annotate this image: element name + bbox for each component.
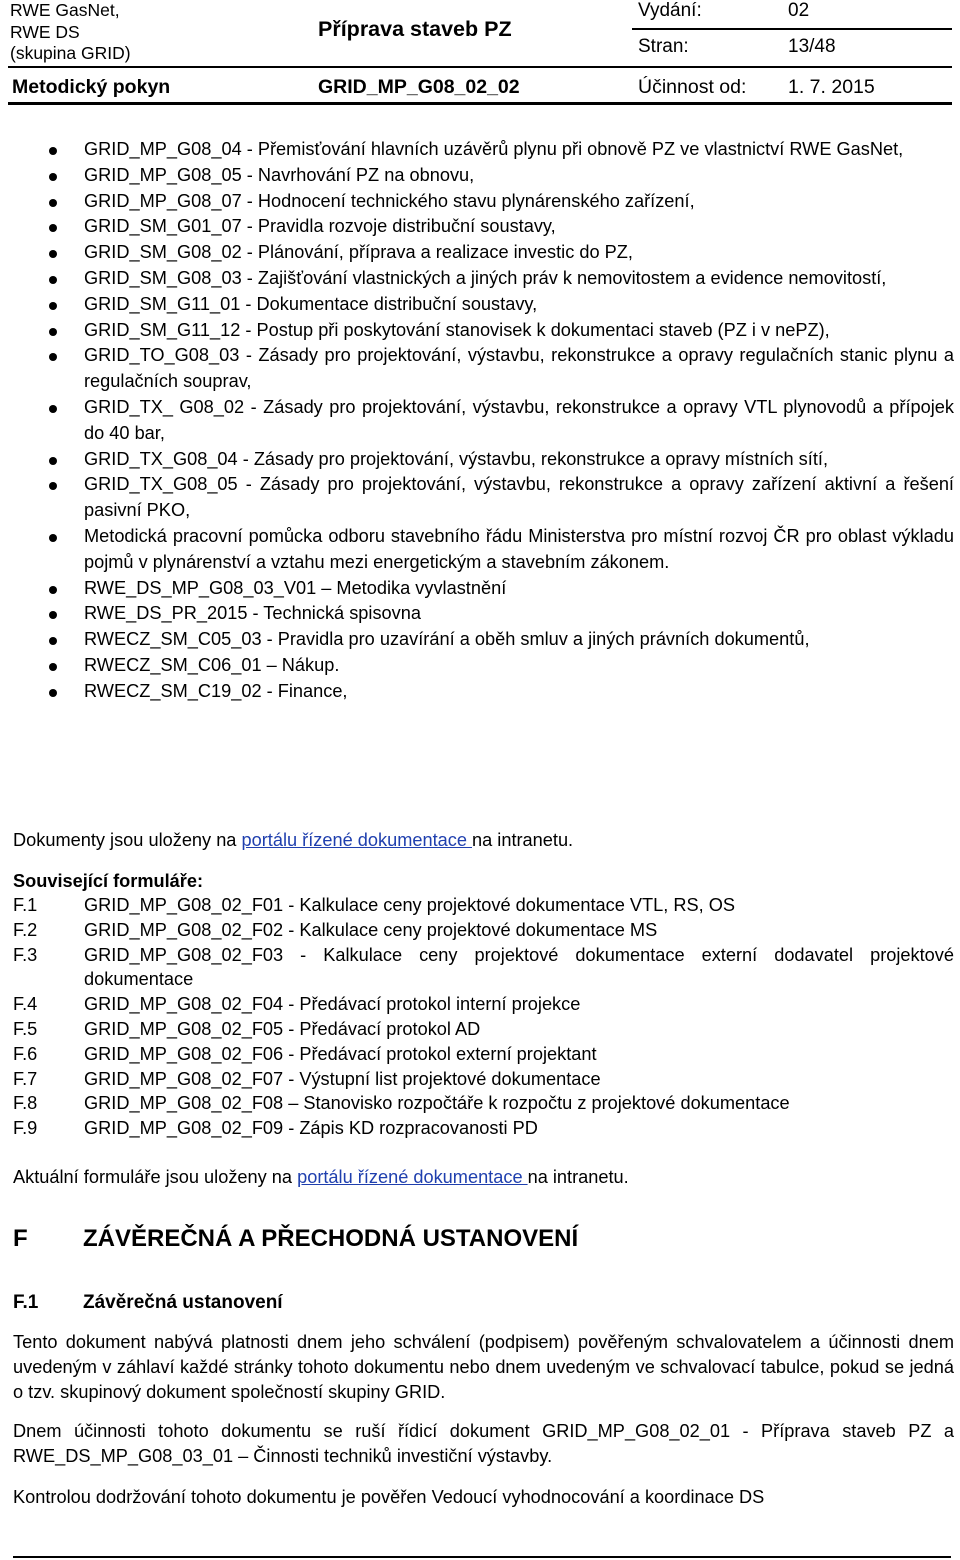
list-item <box>13 214 954 240</box>
documentation-portal-link[interactable]: portálu řízené dokumentace <box>297 1167 528 1187</box>
form-number: F.7 <box>13 1068 38 1089</box>
form-title: GRID_MP_G08_02_F05 - Předávací protokol AD <box>84 1018 481 1039</box>
list-item-text: GRID_SM_G08_02 - Plánování, příprava a realizace investic do PZ, <box>84 242 633 263</box>
bullet-icon <box>49 302 57 310</box>
list-item-text: GRID_TO_G08_03 - Zásady pro projektování, výstavbu, rekonstrukce a opravy regulačních stanic plynu a regulačních souprav, <box>84 345 954 392</box>
section-number: F <box>13 1225 28 1252</box>
form-title: GRID_MP_G08_02_F06 - Předávací protokol externí projektant <box>84 1043 597 1064</box>
form-number: F.3 <box>13 944 38 965</box>
supervision-paragraph: Kontrolou dodržování tohoto dokumentu je pověřen Vedoucí vyhodnocování a koordinace DS <box>13 1487 765 1507</box>
list-item-text: GRID_TX_G08_04 - Zásady pro projektování, výstavbu, rekonstrukce a opravy místních sítí, <box>84 448 828 469</box>
related-forms-heading: Související formuláře: <box>13 871 204 891</box>
issue-value: 02 <box>788 0 810 21</box>
list-item-text: GRID_SM_G11_12 - Postup při poskytování stanovisek k dokumentaci staveb (PZ i v nePZ), <box>84 319 830 340</box>
list-item <box>13 524 954 576</box>
note-text: na intranetu. <box>527 1167 629 1187</box>
list-item-text: GRID_SM_G08_03 - Zajišťování vlastnických a jiných práv k nemovitostem a evidence nemovitostí, <box>84 267 887 288</box>
form-row <box>13 992 954 1017</box>
list-item <box>13 395 954 447</box>
list-item-text: GRID_TX_ G08_02 - Zásady pro projektování, výstavbu, rekonstrukce a opravy VTL plynovodů a přípojek do 40 bar, <box>84 396 954 443</box>
bullet-icon <box>49 663 57 671</box>
note-text: Aktuální formuláře jsou uloženy na <box>13 1167 298 1187</box>
bullet-icon <box>49 353 57 361</box>
list-item-text: Metodická pracovní pomůcka odboru stavebního řádu Ministerstva pro místní rozvoj ČR pro oblast výkladu pojmů v plynárenství a vztahu mezi energetickým a stavebním zákonem. <box>84 525 954 572</box>
documents-note <box>13 828 954 853</box>
form-title: GRID_MP_G08_02_F07 - Výstupní list projektové dokumentace <box>84 1068 601 1089</box>
section-title: ZÁVĚREČNÁ A PŘECHODNÁ USTANOVENÍ <box>83 1225 579 1252</box>
list-item-text: GRID_MP_G08_04 - Přemisťování hlavních uzávěrů plynu při obnově PZ ve vlastnictví RWE GasNet, <box>84 139 904 159</box>
list-item-text: GRID_MP_G08_05 - Navrhování PZ na obnovu, <box>84 164 475 185</box>
bullet-icon <box>49 611 57 619</box>
list-item <box>13 627 954 653</box>
form-title: GRID_MP_G08_02_F08 – Stanovisko rozpočtáře k rozpočtu z projektové dokumentace <box>84 1093 790 1114</box>
list-item <box>13 343 954 395</box>
reference-list <box>13 137 954 705</box>
list-item <box>13 318 954 344</box>
list-item <box>13 679 954 705</box>
form-number: F.6 <box>13 1043 38 1064</box>
bullet-icon <box>49 534 57 542</box>
list-item <box>13 240 954 266</box>
form-number: F.8 <box>13 1093 38 1114</box>
page-count: 13/48 <box>788 36 836 57</box>
list-item-text: GRID_SM_G01_07 - Pravidla rozvoje distribuční soustavy, <box>84 216 556 237</box>
form-number: F.2 <box>13 919 38 940</box>
issue-label: Vydání: <box>638 0 702 21</box>
list-item <box>13 189 954 215</box>
list-item-text: GRID_SM_G11_01 - Dokumentace distribuční soustavy, <box>84 293 538 314</box>
form-title: GRID_MP_G08_02_F01 - Kalkulace ceny projektové dokumentace VTL, RS, OS <box>84 895 736 915</box>
list-item-text: RWE_DS_MP_G08_03_V01 – Metodika vyvlastnění <box>84 577 507 598</box>
list-item-text: RWE_DS_PR_2015 - Technická spisovna <box>84 603 421 624</box>
list-item <box>13 447 954 473</box>
bullet-icon <box>49 173 57 181</box>
bullet-icon <box>49 199 57 207</box>
list-item-text: RWECZ_SM_C06_01 – Nákup. <box>84 654 340 675</box>
list-item-text: GRID_MP_G08_07 - Hodnocení technického stavu plynárenského zařízení, <box>84 190 695 211</box>
list-item <box>13 292 954 318</box>
list-item <box>13 472 954 524</box>
document-title: Příprava staveb PZ <box>318 17 512 41</box>
subsection-title: Závěrečná ustanovení <box>83 1292 283 1313</box>
form-row <box>13 1067 954 1092</box>
list-item <box>13 163 954 189</box>
form-row <box>13 918 954 943</box>
list-item-text: RWECZ_SM_C05_03 - Pravidla pro uzavírání a oběh smluv a jiných právních dokumentů, <box>84 629 810 650</box>
document-type: Metodický pokyn <box>12 76 171 98</box>
form-number: F.1 <box>13 895 38 915</box>
bullet-icon <box>49 147 57 155</box>
section-heading <box>13 1225 578 1253</box>
forms-note <box>13 1165 954 1190</box>
list-item-text: RWECZ_SM_C19_02 - Finance, <box>84 680 348 701</box>
bullet-icon <box>49 405 57 413</box>
form-number: F.9 <box>13 1118 38 1139</box>
form-number: F.4 <box>13 994 38 1015</box>
document-code: GRID_MP_G08_02_02 <box>318 76 520 98</box>
form-row <box>13 893 954 918</box>
form-row <box>13 1017 954 1042</box>
repeal-paragraph: Dnem účinnosti tohoto dokumentu se ruší řídicí dokument GRID_MP_G08_02_01 - Příprava staveb PZ a RWE_DS_MP_G08_03_01 – Činnosti techniků investiční výstavby. <box>13 1421 954 1466</box>
note-text: Dokumenty jsou uloženy na <box>13 830 242 850</box>
organization-name: RWE GasNet, RWE DS (skupina GRID) <box>10 0 131 63</box>
bullet-icon <box>49 482 57 490</box>
subsection-heading <box>13 1292 283 1314</box>
header-bottom-rule <box>8 102 952 105</box>
page-header <box>0 0 960 103</box>
page-label: Stran: <box>638 36 689 57</box>
form-row <box>13 943 954 993</box>
bullet-icon <box>49 637 57 645</box>
form-row <box>13 1116 954 1141</box>
documentation-portal-link[interactable]: portálu řízené dokumentace <box>241 830 472 850</box>
footer-rule <box>13 1556 951 1558</box>
effective-label: Účinnost od: <box>638 76 747 98</box>
list-item <box>13 137 954 163</box>
header-divider <box>8 66 952 68</box>
form-title: GRID_MP_G08_02_F02 - Kalkulace ceny projektové dokumentace MS <box>84 919 658 940</box>
bullet-icon <box>49 586 57 594</box>
form-title: GRID_MP_G08_02_F04 - Předávací protokol interní projekce <box>84 994 581 1015</box>
subsection-number: F.1 <box>13 1292 39 1313</box>
bullet-icon <box>49 457 57 465</box>
form-row <box>13 1091 954 1116</box>
forms-list <box>13 893 954 1141</box>
form-row <box>13 1042 954 1067</box>
header-divider <box>632 28 952 30</box>
bullet-icon <box>49 276 57 284</box>
list-item-text: GRID_TX_G08_05 - Zásady pro projektování, výstavbu, rekonstrukce a opravy zařízení aktivní a řešení pasivní PKO, <box>84 474 954 521</box>
bullet-icon <box>49 689 57 697</box>
list-item <box>13 576 954 602</box>
bullet-icon <box>49 224 57 232</box>
form-number: F.5 <box>13 1018 38 1039</box>
list-item <box>13 653 954 679</box>
form-title: GRID_MP_G08_02_F03 - Kalkulace ceny projektové dokumentace externí dodavatel projektové dokumentace <box>84 944 954 990</box>
effective-date: 1. 7. 2015 <box>788 76 875 98</box>
note-text: na intranetu. <box>472 830 574 850</box>
list-item <box>13 601 954 627</box>
list-item <box>13 266 954 292</box>
validity-paragraph: Tento dokument nabývá platnosti dnem jeho schválení (podpisem) pověřeným schvalovatelem a účinnosti dnem uvedeným v záhlaví každé stránky tohoto dokumentu nebo dnem uvedeným ve schvalovací tabulce, pokud se jedná o tzv. skupinový dokument společností skupiny GRID. <box>13 1332 954 1402</box>
bullet-icon <box>49 250 57 258</box>
bullet-icon <box>49 328 57 336</box>
form-title: GRID_MP_G08_02_F09 - Zápis KD rozpracovanosti PD <box>84 1118 538 1139</box>
